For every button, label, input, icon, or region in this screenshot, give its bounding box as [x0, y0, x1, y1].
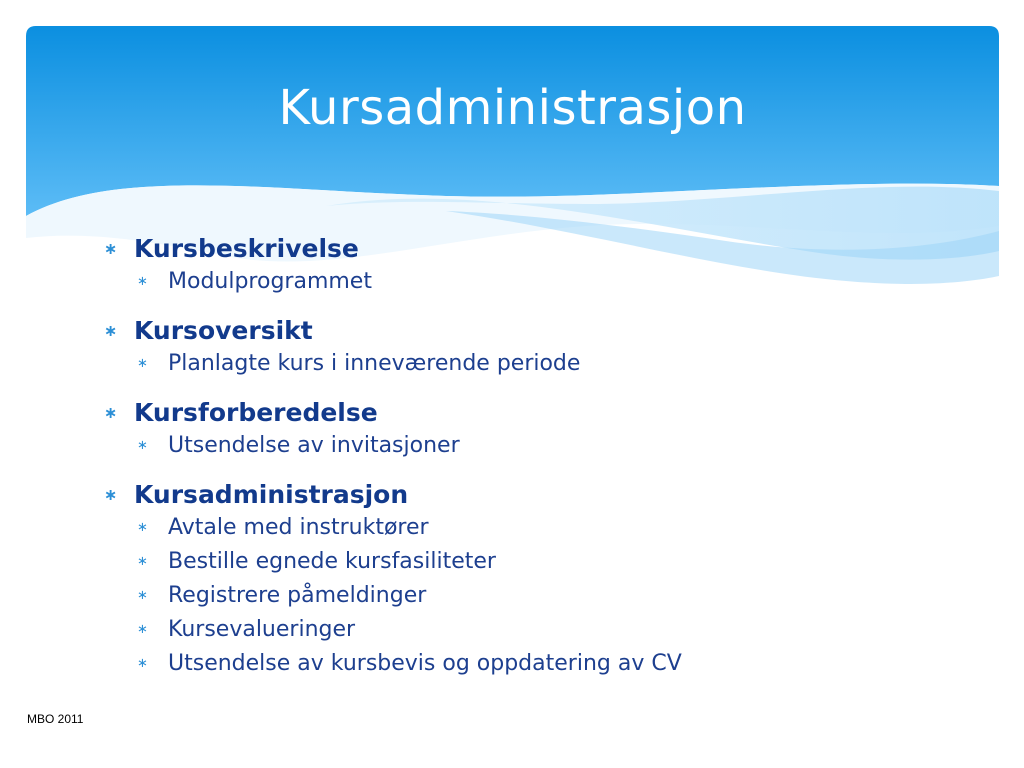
slide-title: Kursadministrasjon — [278, 80, 747, 136]
asterisk-bullet-icon: ∗ — [137, 655, 148, 671]
bullet-level1 — [104, 396, 944, 428]
asterisk-bullet-icon: ∗ — [137, 553, 148, 569]
bullet-text: Modulprogrammet — [168, 268, 372, 294]
asterisk-bullet-icon: ∗ — [104, 484, 118, 504]
bullet-level2 — [104, 544, 944, 578]
asterisk-bullet-icon: ∗ — [137, 587, 148, 603]
asterisk-bullet-icon: ∗ — [137, 437, 148, 453]
footer-text: MBO 2011 — [27, 712, 84, 726]
section-heading: Kursoversikt — [134, 315, 313, 345]
bullet-text: Bestille egnede kursfasiliteter — [168, 548, 496, 574]
section-kursforberedelse — [104, 396, 944, 462]
bullet-level2 — [104, 578, 944, 612]
bullet-list — [104, 232, 944, 696]
bullet-text: Planlagte kurs i inneværende periode — [168, 350, 581, 376]
section-heading: Kursbeskrivelse — [134, 233, 359, 263]
asterisk-bullet-icon: ∗ — [104, 402, 118, 422]
asterisk-bullet-icon: ∗ — [104, 238, 118, 258]
bullet-level2 — [104, 646, 944, 680]
bullet-level2 — [104, 264, 944, 298]
bullet-text: Avtale med instruktører — [168, 514, 429, 540]
section-heading: Kursforberedelse — [134, 397, 378, 427]
bullet-level2 — [104, 510, 944, 544]
section-heading: Kursadministrasjon — [134, 479, 409, 509]
bullet-text: Registrere påmeldinger — [168, 582, 427, 608]
bullet-text: Utsendelse av invitasjoner — [168, 432, 460, 458]
bullet-level2 — [104, 612, 944, 646]
bullet-text: Kursevalueringer — [168, 616, 356, 642]
section-kursoversikt — [104, 314, 944, 380]
bullet-level1 — [104, 232, 944, 264]
section-kursadministrasjon — [104, 478, 944, 680]
asterisk-bullet-icon: ∗ — [137, 273, 148, 289]
asterisk-bullet-icon: ∗ — [137, 355, 148, 371]
bullet-level2 — [104, 346, 944, 380]
bullet-level1 — [104, 478, 944, 510]
asterisk-bullet-icon: ∗ — [137, 621, 148, 637]
bullet-level1 — [104, 314, 944, 346]
asterisk-bullet-icon: ∗ — [137, 519, 148, 535]
bullet-level2 — [104, 428, 944, 462]
section-kursbeskrivelse — [104, 232, 944, 298]
asterisk-bullet-icon: ∗ — [104, 320, 118, 340]
bullet-text: Utsendelse av kursbevis og oppdatering av CV — [168, 650, 682, 676]
